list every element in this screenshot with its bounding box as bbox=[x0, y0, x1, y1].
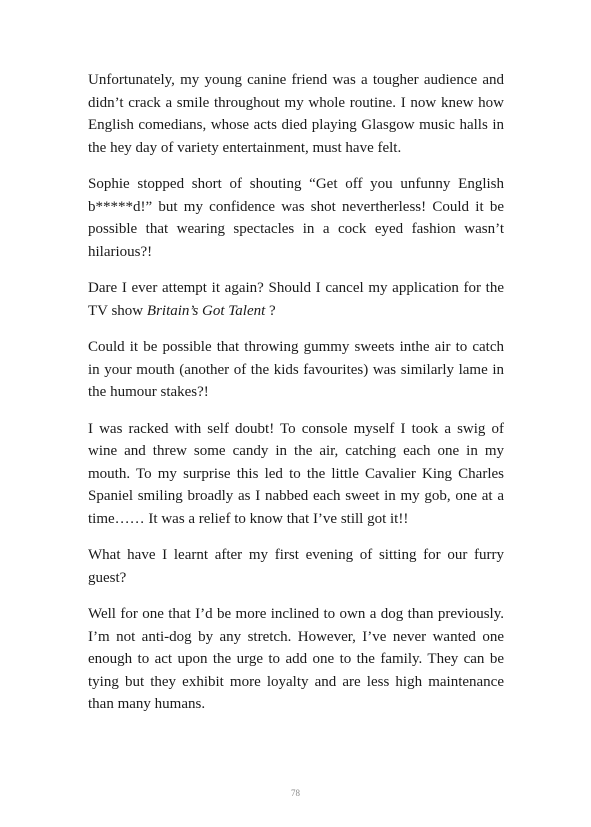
paragraph-3-text-after: ? bbox=[265, 302, 276, 319]
paragraph-3-show-title: Britain’s Got Talent bbox=[146, 302, 266, 319]
paragraph-3 bbox=[88, 277, 504, 322]
paragraph-1: Unfortunately, my young canine friend was a tougher audience and didn’t crack a smile throughout my whole routine. I now knew how English comedians, whose acts died playing Glasgow music halls in the hey day of variety entertainment, must have felt. bbox=[88, 72, 504, 156]
paragraph-2: Sophie stopped short of shouting “Get off you unfunny English b*****d!” but my confidence was shot nevertherless! Could it be possible that wearing spectacles in a cock eyed fashion wasn’t hilarious?! bbox=[88, 176, 504, 260]
paragraph-5: I was racked with self doubt! To console myself I took a swig of wine and threw some candy in the air, catching each one in my mouth. To my surprise this led to the little Cavalier King Charles Spaniel smiling broadly as I nabbed each sweet in my gob, one at a time…… It was a relief to know that I’ve still got it!! bbox=[88, 420, 504, 527]
paragraph-7: Well for one that I’d be more inclined to own a dog than previously. I’m not anti-dog by any stretch. However, I’ve never wanted one enough to act upon the urge to add one to the family. They can be tying but they exhibit more loyalty and are less high maintenance than many humans. bbox=[88, 606, 504, 712]
paragraph-4: Could it be possible that throwing gummy sweets inthe air to catch in your mouth (another of the kids favourites) was similarly lame in the humour stakes?! bbox=[88, 339, 504, 400]
page-number: 78 bbox=[291, 788, 300, 798]
paragraph-6: What have I learnt after my first evening of sitting for our furry guest? bbox=[88, 547, 504, 586]
page-body bbox=[88, 69, 504, 716]
paragraph-3-text-before: Dare I ever attempt it again? Should I cancel my application for the TV show bbox=[88, 280, 504, 319]
